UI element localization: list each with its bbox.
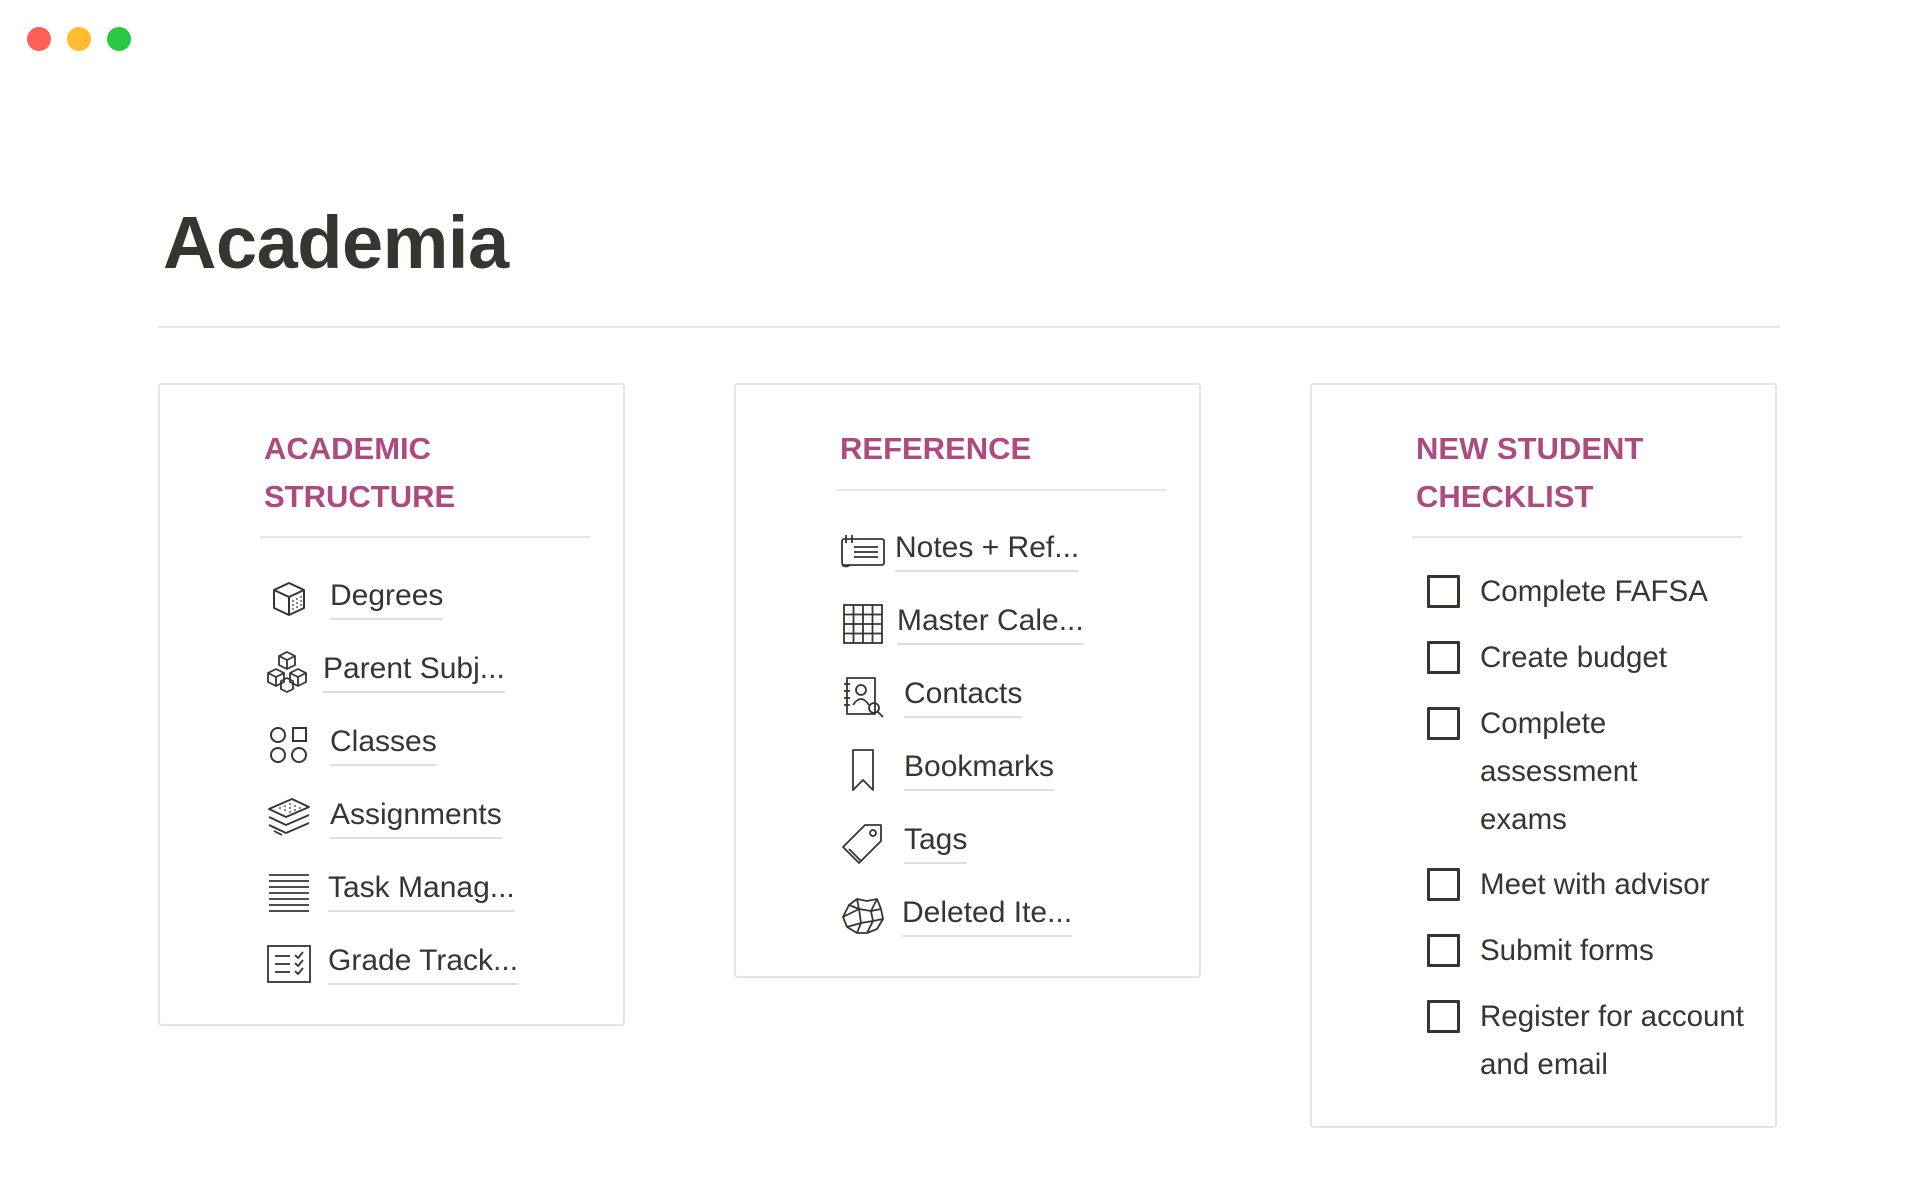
link-label: Notes + Ref... [895, 530, 1079, 572]
section-divider [1412, 536, 1742, 538]
link-label: Degrees [330, 578, 443, 620]
heading-line-2: CHECKLIST [1416, 479, 1594, 514]
checklist-item-text[interactable]: Complete FAFSA [1480, 575, 1708, 608]
new-student-checklist-card [1310, 383, 1777, 1128]
checklist-item-text[interactable]: Create budget [1480, 641, 1667, 674]
link-label: Parent Subj... [323, 651, 505, 693]
heading-line-1: NEW STUDENT [1416, 431, 1644, 466]
checklist-icon [266, 941, 312, 987]
checklist-item-text[interactable]: Submit forms [1480, 934, 1654, 967]
checkbox[interactable] [1427, 707, 1460, 740]
zoom-window-button[interactable] [107, 27, 131, 51]
title-divider [158, 326, 1780, 328]
checkbox[interactable] [1427, 934, 1460, 967]
link-label: Classes [330, 724, 437, 766]
bookmark-icon [840, 747, 886, 793]
layers-icon [266, 795, 312, 841]
checklist-item-text[interactable]: Meet with advisor [1480, 868, 1710, 901]
link-label: Assignments [330, 797, 502, 839]
section-divider [260, 536, 590, 538]
heading-line-1: ACADEMIC [264, 431, 432, 466]
link-label: Master Cale... [897, 603, 1084, 645]
link-label: Deleted Ite... [902, 895, 1072, 937]
link-label: Contacts [904, 676, 1022, 718]
cube-icon [266, 576, 312, 622]
crumpled-paper-icon [840, 893, 886, 939]
close-window-button[interactable] [27, 27, 51, 51]
section-divider [836, 489, 1166, 491]
reference-heading: REFERENCE [840, 431, 1032, 466]
link-label: Bookmarks [904, 749, 1054, 791]
checkbox[interactable] [1427, 641, 1460, 674]
minimize-window-button[interactable] [67, 27, 91, 51]
checklist-heading [1416, 425, 1716, 521]
checkbox[interactable] [1427, 1000, 1460, 1033]
tag-icon [840, 820, 886, 866]
checklist-item-text[interactable]: Complete assessment exams [1480, 707, 1638, 836]
notes-icon [840, 528, 886, 574]
page-title: Academia [163, 201, 509, 284]
window-controls [27, 27, 131, 51]
checklist-item-text[interactable]: Register for account and email [1480, 1000, 1744, 1081]
link-label: Task Manag... [328, 870, 515, 912]
lines-icon [266, 868, 312, 914]
cubes-stack-icon [264, 649, 310, 695]
checkbox[interactable] [1427, 575, 1460, 608]
heading-line-2: STRUCTURE [264, 479, 456, 514]
checkbox[interactable] [1427, 868, 1460, 901]
reference-card [734, 383, 1201, 978]
contacts-icon [840, 674, 886, 720]
shapes-icon [266, 722, 312, 768]
link-label: Grade Track... [328, 943, 518, 985]
academic-structure-heading [264, 425, 564, 521]
academic-structure-card [158, 383, 625, 1026]
link-label: Tags [904, 822, 967, 864]
calendar-grid-icon [840, 601, 886, 647]
